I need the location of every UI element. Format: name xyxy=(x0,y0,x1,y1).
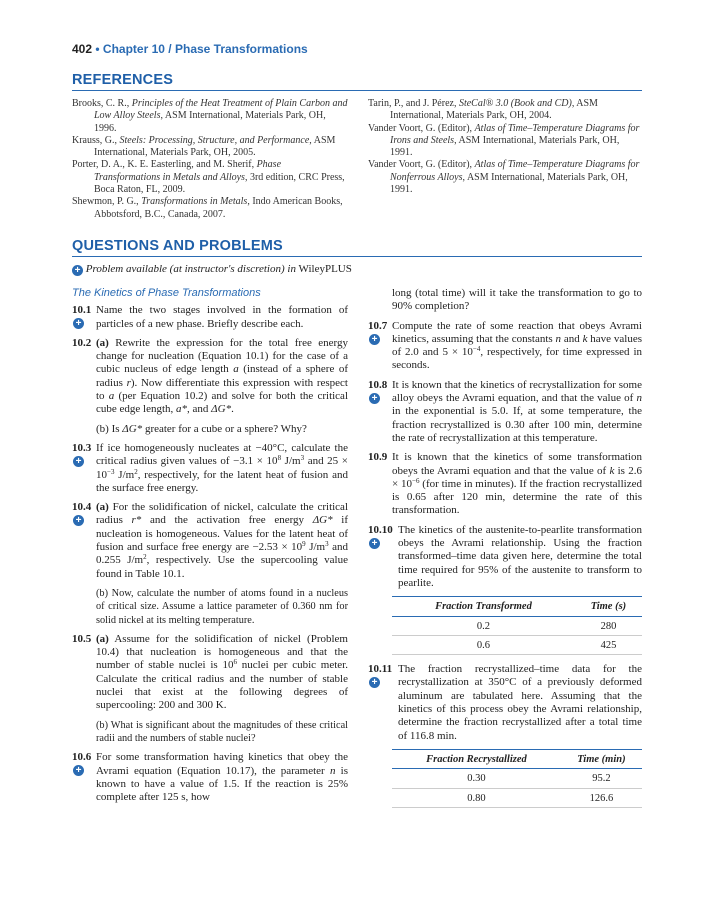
questions-rule xyxy=(72,256,642,257)
table-header: Time (min) xyxy=(561,749,642,768)
fraction-transformed-table xyxy=(392,596,642,655)
note-italic: Problem available (at instructor's discretion) in xyxy=(85,263,296,275)
problem-10-7: 10.7 + Compute the rate of some reaction that obeys Avrami kinetics, assuming that the constants n and k have values of 2.0 and $5 \times 10^{-4}$, respectively, for time expressed in seconds. xyxy=(368,319,642,372)
reference-entry: Vander Voort, G. (Editor), Atlas of Time–Temperature Diagrams for Nonferrous Alloys, ASM International, Materials Park, OH, 1991. xyxy=(368,159,640,196)
problem-10-9: 10.9 It is known that the kinetics of some transformation obeys the Avrami equation and that the value of k is $2.6 \times 10^{-6}$ (for time in minutes). If the fraction recrystallized is 0.65 after 120 min, determine the rate of this transformation. xyxy=(368,451,642,517)
problem-10-6: 10.6 + For some transformation having kinetics that obey the Avrami equation (Equation 10.17), the parameter n is known to have a value of 1.5. If the reaction is 25% complete after 125 s, how xyxy=(72,751,348,804)
table-row: 0.80 126.6 xyxy=(392,788,642,807)
wileyplus-plus-icon: + xyxy=(73,456,84,467)
problem-10-3: 10.3 + If ice homogeneously nucleates at −40°C, calculate the critical radius given values of $-3.1 \times 10^8$ $J/m^3$ and $25 \times 10^{-3}$ $J/m^2$, respectively, for the latent heat of fusion and the surface free energy. xyxy=(72,441,348,494)
subsection-heading: The Kinetics of Phase Transformations xyxy=(72,287,261,299)
wileyplus-plus-icon: + xyxy=(73,318,84,329)
wileyplus-plus-icon: + xyxy=(72,265,83,276)
reference-entry: Tarin, P., and J. Pérez, SteCal® 3.0 (Book and CD), ASM International, Materials Park, OH, 2004. xyxy=(368,98,598,122)
table-row: 0.2 280 xyxy=(392,616,642,635)
chapter-title: Phase Transformations xyxy=(174,42,308,56)
wileyplus-plus-icon: + xyxy=(369,334,380,345)
table-row: 0.6 425 xyxy=(392,635,642,654)
wileyplus-plus-icon: + xyxy=(369,538,380,549)
page-number: 402 xyxy=(72,42,93,56)
reference-entry: Brooks, C. R., Principles of the Heat Treatment of Plain Carbon and Low Alloy Steels, ASM International, Materials Park, OH, 1996. xyxy=(72,98,348,134)
running-header xyxy=(72,42,308,56)
wileyplus-plus-icon: + xyxy=(73,515,84,526)
table-header: Fraction Transformed xyxy=(392,597,575,616)
problems-left-column xyxy=(72,287,348,810)
table-row: 0.30 95.2 xyxy=(392,769,642,788)
references-right-column xyxy=(368,98,642,196)
wileyplus-note xyxy=(72,263,352,276)
references-heading: REFERENCES xyxy=(72,72,174,88)
header-slash: / xyxy=(168,42,172,56)
wileyplus-plus-icon: + xyxy=(73,765,84,776)
header-separator: • xyxy=(95,42,100,56)
problems-right-column xyxy=(368,287,642,816)
problem-10-4: 10.4 + (a) For the solidification of nickel, calculate the critical radius r* and the activation free energy ΔG* if nucleation is homogeneous. Values for the latent heat of fusion and surface free energy are $-2.53 \times 10^9$ $J/m^3$ and 0.255 $J/m^2$, respectively. Use the supercooling value found in Table 10.1. xyxy=(72,501,348,580)
problem-10-5: 10.5 (a) Assume for the solidification of nickel (Problem 10.4) that nucleation is homogeneous and that the number of stable nuclei is $10^6$ nuclei per cubic meter. Calculate the critical radius and the number of stable nuclei that exist at the following degrees of supercooling: 200 and 300 K. xyxy=(72,632,348,712)
wileyplus-plus-icon: + xyxy=(369,677,380,688)
reference-entry: Porter, D. A., K. E. Easterling, and M. Sherif, Phase Transformations in Metals and Alloys, 3rd edition, CRC Press, Boca Raton, FL, 2009. xyxy=(72,159,345,196)
problem-10-11: 10.11 + The fraction recrystallized–time data for the recrystallization at 350°C of a previously deformed aluminum are tabulated here. Assuming that the kinetics of this process obey the Avrami relationship, determine the fraction recrystallized after a total time of 116.8 min. xyxy=(368,663,642,742)
table-header: Fraction Recrystallized xyxy=(392,749,561,768)
problem-10-2: 10.2 (a) Rewrite the expression for the total free energy change for nucleation (Equation 10.1) for the case of a cubic nucleus of edge length a (instead of a sphere of radius r). Now differentiate this expression with respect to a (per Equation 10.2) and solve for both the critical cube edge length, a*, and ΔG*. xyxy=(72,336,349,416)
fraction-recrystallized-table xyxy=(392,749,642,808)
chapter-label: Chapter 10 xyxy=(102,42,165,56)
problem-10-10: 10.10 + The kinetics of the austenite-to-pearlite transformation obeys the Avrami relationship. Using the fraction transformed–time data given here, determine the total time required for 95% of the austenite to transform to pearlite. xyxy=(368,523,642,589)
problem-10-6-continued: long (total time) will it take the transformation to go to 90% completion? xyxy=(392,287,642,313)
references-left-column xyxy=(72,98,348,221)
reference-entry: Krauss, G., Steels: Processing, Structure, and Performance, ASM International, Materials Park, OH, 2005. xyxy=(72,134,336,159)
reference-entry: Vander Voort, G. (Editor), Atlas of Time–Temperature Diagrams for Irons and Steels, ASM International, Materials Park, OH, 1991. xyxy=(368,122,640,159)
problem-10-1: 10.1 + Name the two stages involved in the formation of particles of a new phase. Briefly describe each. xyxy=(72,304,348,330)
problem-10-8: 10.8 + It is known that the kinetics of recrystallization for some alloy obeys the Avrami equation, and that the value of n in the exponential is 5.0. If, at some temperature, the fraction recrystallized is 0.30 after 100 min, determine the rate of recrystallization at this temperature. xyxy=(368,378,642,444)
wileyplus-plus-icon: + xyxy=(369,393,380,404)
reference-entry: Shewmon, P. G., Transformations in Metals, Indo American Books, Abbotsford, B.C., Canada, 2007. xyxy=(72,196,343,220)
problem-10-4-part-b: (b) Now, calculate the number of atoms found in a nucleus of critical size. Assume a lattice parameter of 0.360 nm for solid nickel at its melting temperature. xyxy=(96,587,348,626)
references-rule xyxy=(72,90,642,91)
problem-10-5-part-b: (b) What is significant about the magnitudes of these critical radii and the numbers of stable nuclei? xyxy=(96,719,348,744)
problem-10-2-part-b: (b) Is ΔG* greater for a cube or a sphere? Why? xyxy=(96,422,307,435)
questions-heading: QUESTIONS AND PROBLEMS xyxy=(72,238,283,254)
note-brand: WileyPLUS xyxy=(295,263,352,275)
table-header: Time (s) xyxy=(575,597,642,616)
